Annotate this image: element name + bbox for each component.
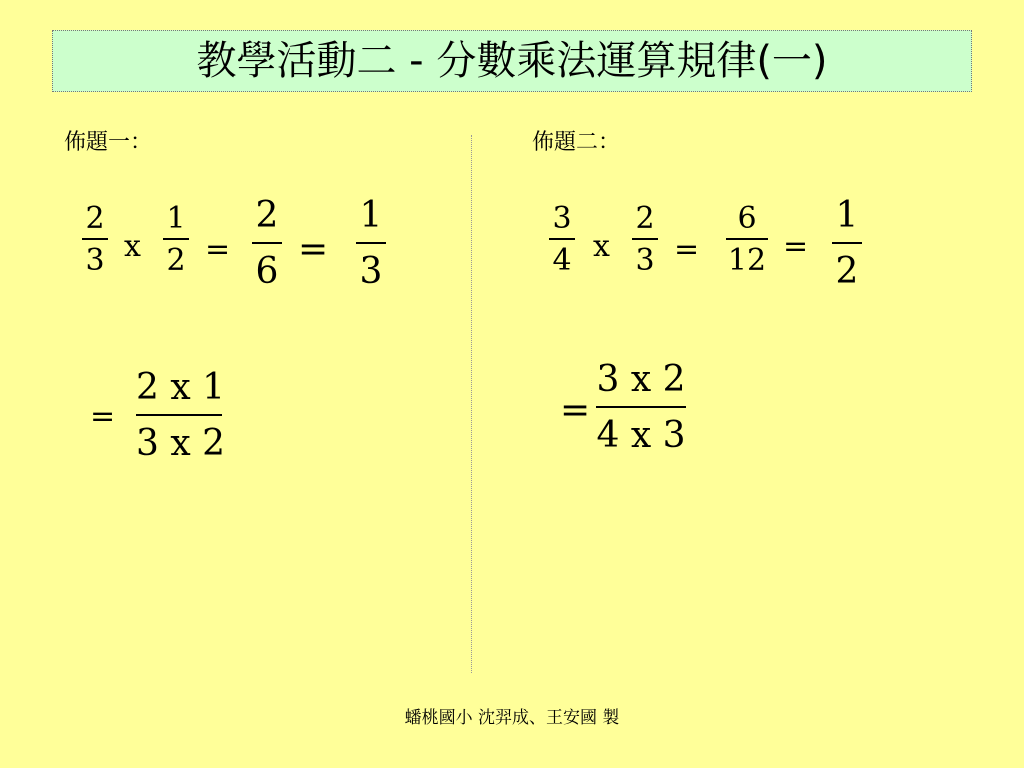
equals-sign: = <box>674 232 700 267</box>
fraction-bar <box>82 238 108 240</box>
problem2-fraction-6-12 <box>726 201 768 278</box>
equals-sign: = <box>298 229 329 270</box>
denominator: 4 x 3 <box>596 415 686 456</box>
equals-sign: = <box>90 399 116 434</box>
denominator: 6 <box>255 251 279 292</box>
denominator: 12 <box>727 243 767 278</box>
denominator: 3 <box>359 251 383 292</box>
problem1-fraction-2-6 <box>252 195 282 292</box>
denominator: 3 <box>635 243 655 278</box>
problem1-fraction-2-3 <box>82 201 108 278</box>
denominator: 2 <box>166 243 186 278</box>
column-divider <box>471 135 472 673</box>
problem1-heading: 佈題一： <box>64 130 153 155</box>
numerator: 6 <box>737 201 757 236</box>
fraction-bar <box>549 238 575 240</box>
problem1-expanded-fraction <box>136 367 225 464</box>
slide-title: 教學活動二 - 分數乘法運算規律(一) <box>52 30 972 92</box>
fraction-bar <box>596 406 686 408</box>
problem2-heading: 佈題二： <box>532 130 621 155</box>
fraction-bar <box>632 238 658 240</box>
equals-sign: = <box>560 390 591 431</box>
equals-sign: = <box>783 229 809 264</box>
problem2-fraction-1-2 <box>832 195 862 292</box>
times-sign: x <box>124 229 141 264</box>
numerator: 2 <box>635 201 655 236</box>
equals-sign: = <box>205 232 231 267</box>
numerator: 1 <box>835 195 859 236</box>
numerator: 1 <box>359 195 383 236</box>
denominator: 3 x 2 <box>136 423 225 464</box>
problem2-fraction-3-4 <box>549 201 575 278</box>
times-sign: x <box>593 229 610 264</box>
denominator: 3 <box>85 243 105 278</box>
problem2-expanded-fraction <box>596 359 686 456</box>
fraction-bar <box>252 242 282 244</box>
numerator: 2 <box>85 201 105 236</box>
denominator: 4 <box>552 243 572 278</box>
fraction-bar <box>163 238 189 240</box>
problem1-fraction-1-2 <box>163 201 189 278</box>
problem2-fraction-2-3 <box>632 201 658 278</box>
numerator: 3 x 2 <box>596 359 686 400</box>
fraction-bar <box>726 238 768 240</box>
fraction-bar <box>136 414 222 416</box>
numerator: 2 <box>255 195 279 236</box>
numerator: 1 <box>166 201 186 236</box>
denominator: 2 <box>835 251 859 292</box>
numerator: 3 <box>552 201 572 236</box>
fraction-bar <box>832 242 862 244</box>
problem1-fraction-1-3 <box>356 195 386 292</box>
fraction-bar <box>356 242 386 244</box>
footer-credit: 蟠桃國小 沈羿成、王安國 製 <box>404 708 620 728</box>
numerator: 2 x 1 <box>136 367 225 408</box>
